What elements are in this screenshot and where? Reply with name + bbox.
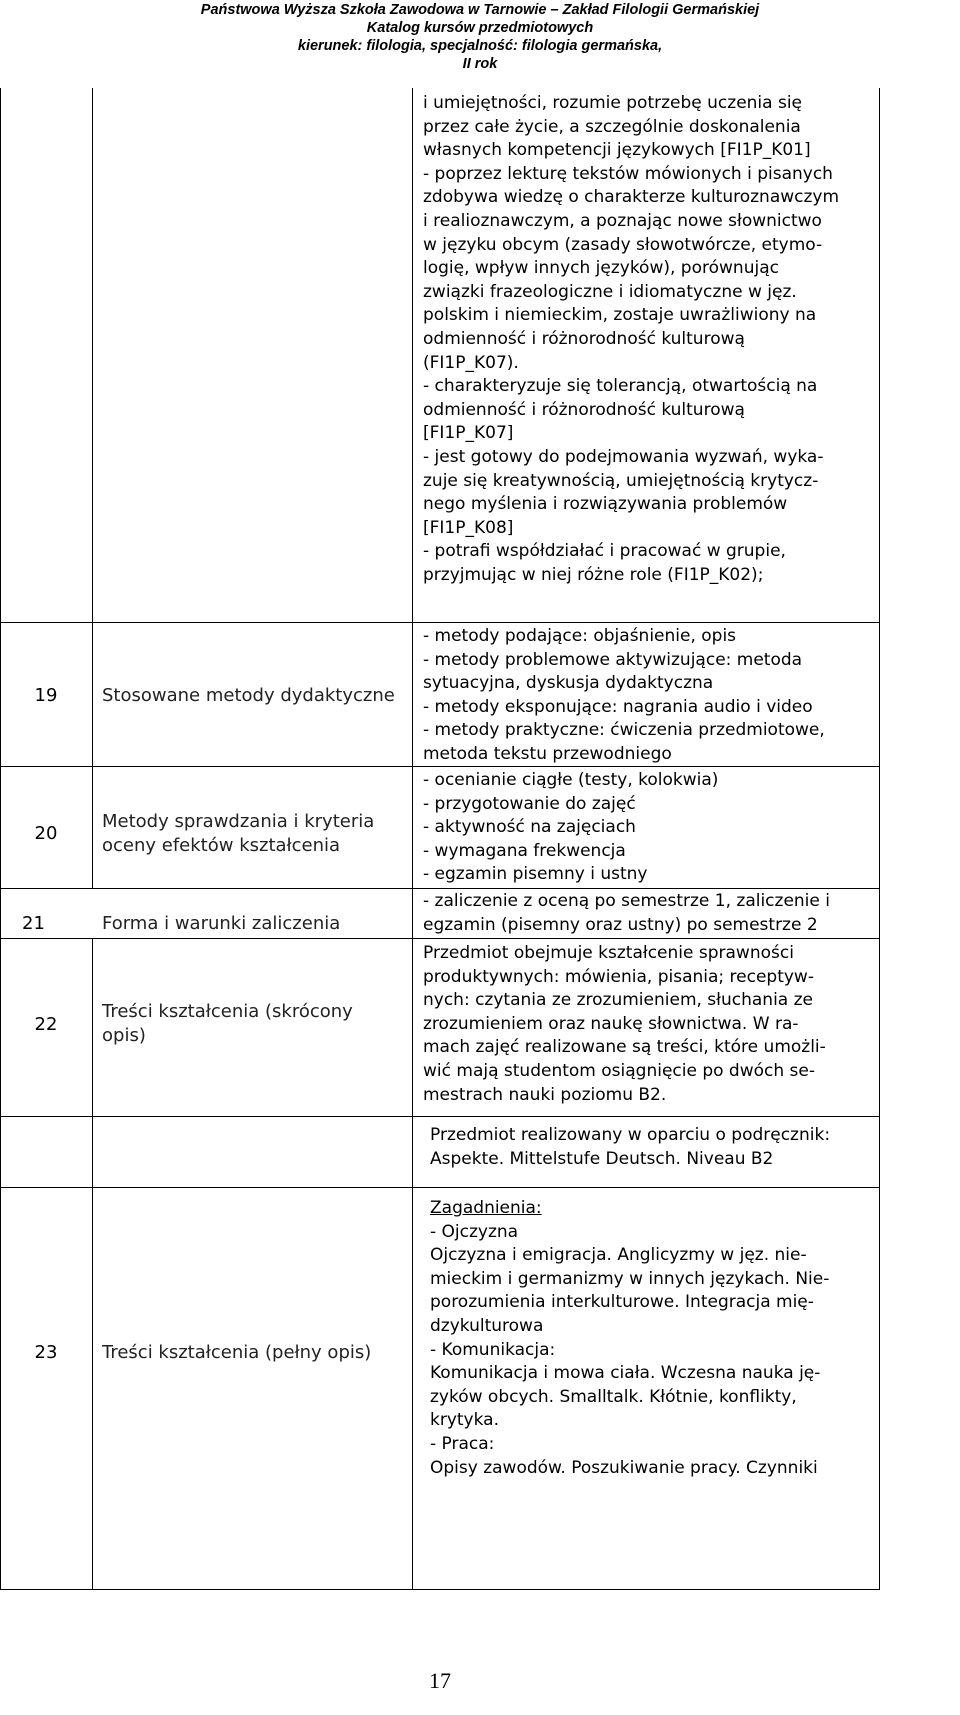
text-line: - potrafi współdziałać i pracować w grupie, [423, 541, 786, 562]
text-line: przyjmując w niej różne role (FI1P_K02); [423, 564, 764, 585]
row-number: 22 [34, 1014, 58, 1035]
text-line: mach zajęć realizowane są treści, które umożli- [423, 1037, 826, 1058]
text-line: przez całe życie, a szczególnie doskonalenia [423, 116, 801, 137]
row22-content [423, 942, 869, 1107]
text-line: w języku obcym (zasady słowotwórcze, etymo- [423, 234, 823, 255]
text-line: zrozumieniem oraz naukę słownictwa. W ra- [423, 1013, 799, 1034]
header-field: kierunek: filologia, specjalność: filologia germańska, [297, 38, 663, 54]
text-line: logię, wpływ innych języków), porównując [423, 258, 779, 279]
text-line: - egzamin pisemny i ustny [423, 864, 648, 885]
row-label-line: Treści kształcenia (skrócony [102, 1001, 353, 1022]
text-line: Aspekte. Mittelstufe Deutsch. Niveau B2 [430, 1148, 774, 1169]
text-line: - metody praktyczne: ćwiczenia przedmiotowe, [423, 720, 825, 741]
text-line: - charakteryzuje się tolerancją, otwartością na [423, 376, 818, 397]
page-number: 17 [429, 1668, 451, 1693]
header-institution: Państwowa Wyższa Szkoła Zawodowa w Tarnowie – Zakład Filologii Germańskiej [200, 2, 760, 18]
text-line: mestrach nauki poziomu B2. [423, 1084, 667, 1105]
text-line: zuje się kreatywnością, umiejętnością krytycz- [423, 470, 819, 491]
text-line: i realioznawczym, a poznając nowe słownictwo [423, 210, 822, 231]
text-line: odmienność i różnorodność kulturową [423, 399, 745, 420]
text-line: - zaliczenie z oceną po semestrze 1, zaliczenie i [423, 891, 830, 911]
row-divider [0, 1187, 880, 1188]
text-line: Opisy zawodów. Poszukiwanie pracy. Czynniki [430, 1457, 818, 1478]
text-line: (FI1P_K07). [423, 352, 519, 373]
text-line: produktywnych: mówienia, pisania; receptyw- [423, 966, 814, 987]
text-line: - wymagana frekwencja [423, 840, 626, 861]
row-divider [0, 622, 880, 623]
row21-content [423, 890, 869, 937]
row-label-line: Metody sprawdzania i kryteria [102, 811, 375, 832]
text-line: [FI1P_K08] [423, 517, 514, 538]
table-border-bottom [0, 1589, 880, 1590]
text-line: - poprzez lekturę tekstów mówionych i pisanych [423, 163, 833, 184]
text-line: - Komunikacja: [430, 1339, 556, 1360]
text-line: - metody eksponujące: nagrania audio i video [423, 696, 813, 717]
text-line: - Praca: [430, 1433, 495, 1454]
row-label: Treści kształcenia (pełny opis) [102, 1342, 372, 1363]
text-line: wić mają studentom osiągnięcie po dwóch se- [423, 1060, 815, 1081]
row-divider [0, 938, 880, 939]
row-label: Stosowane metody dydaktyczne [102, 685, 395, 706]
text-line: Przedmiot obejmuje kształcenie sprawności [423, 943, 794, 963]
table-border-right [879, 88, 880, 1590]
row-divider [0, 888, 880, 889]
text-line: zyków obcych. Smalltalk. Kłótnie, konflikty, [430, 1386, 797, 1407]
row-number: 21 [22, 913, 45, 934]
row-divider [0, 1116, 880, 1117]
column-divider-number-lower [92, 938, 93, 1590]
text-line: Komunikacja i mowa ciała. Wczesna nauka ję- [430, 1363, 821, 1384]
row-number: 19 [34, 685, 58, 706]
text-line: nego myślenia i rozwiązywania problemów [423, 494, 788, 515]
text-line: - metody podające: objaśnienie, opis [423, 626, 737, 646]
text-line: egzamin (pisemny oraz ustny) po semestrze 2 [423, 914, 818, 935]
row23-intro [430, 1124, 870, 1171]
text-line: zdobywa wiedzę o charakterze kulturoznawczym [423, 187, 840, 208]
column-divider-number [92, 88, 93, 888]
text-line: własnych kompetencji językowych [FI1P_K01] [423, 140, 811, 161]
text-line: dzykulturowa [430, 1315, 544, 1336]
text-line: - aktywność na zajęciach [423, 817, 636, 838]
row18-content [423, 92, 869, 587]
header-catalog: Katalog kursów przedmiotowych [366, 20, 594, 36]
text-line: i umiejętności, rozumie potrzebę uczenia się [423, 93, 803, 113]
text-line: nych: czytania ze zrozumieniem, słuchania ze [423, 990, 814, 1011]
text-line: metoda tekstu przewodniego [423, 743, 672, 764]
text-line: - ocenianie ciągłe (testy, kolokwia) [423, 770, 719, 790]
text-line: - przygotowanie do zajęć [423, 793, 636, 814]
row-number: 23 [34, 1342, 58, 1363]
page-header [0, 0, 960, 73]
text-line: Ojczyzna i emigracja. Anglicyzmy w jęz. nie- [430, 1245, 807, 1266]
row-number: 20 [34, 823, 58, 844]
text-line: [FI1P_K07] [423, 423, 514, 444]
header-year: II rok [462, 56, 498, 72]
text-line: związki frazeologiczne i idiomatyczne w jęz. [423, 281, 797, 302]
text-line: mieckim i germanizmy w innych językach. Nie- [430, 1268, 830, 1289]
text-line: porozumienia interkulturowe. Integracja mię- [430, 1292, 814, 1313]
text-line: Przedmiot realizowany w oparciu o podręcznik: [430, 1125, 831, 1145]
column-divider-content [412, 88, 413, 1590]
text-line: polskim i niemieckim, zostaje uwrażliwiony na [423, 305, 817, 326]
row-label: Forma i warunki zaliczenia [102, 913, 341, 934]
row-label [102, 810, 402, 858]
row20-content [423, 769, 869, 887]
text-line: odmienność i różnorodność kulturową [423, 328, 745, 349]
text-line: - Ojczyzna [430, 1221, 519, 1242]
text-line: - jest gotowy do podejmowania wyzwań, wyka- [423, 446, 824, 467]
text-line: krytyka. [430, 1410, 499, 1431]
topics-heading: Zagadnienia: [430, 1198, 542, 1218]
row-label-line: opis) [102, 1025, 146, 1046]
row23-content [430, 1197, 870, 1480]
text-line: sytuacyjna, dyskusja dydaktyczna [423, 673, 714, 694]
course-table [0, 88, 880, 1590]
row-label-line: oceny efektów kształcenia [102, 835, 341, 856]
text-line: - metody problemowe aktywizujące: metoda [423, 649, 803, 670]
row-label [102, 1000, 402, 1048]
row19-content [423, 625, 869, 767]
